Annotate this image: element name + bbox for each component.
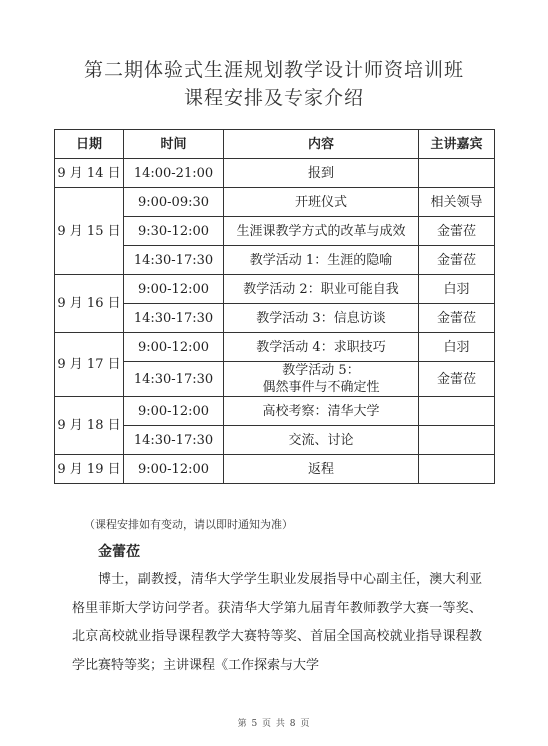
cell-speaker: 白羽: [419, 333, 495, 362]
cell-speaker: 金蕾莅: [419, 246, 495, 275]
cell-speaker: [419, 455, 495, 484]
cell-speaker: 相关领导: [419, 188, 495, 217]
table-row: [55, 333, 495, 362]
cell-speaker: 金蕾莅: [419, 217, 495, 246]
table-row: [55, 159, 495, 188]
cell-time: 9:00-12:00: [124, 455, 224, 484]
cell-time: 14:00-21:00: [124, 159, 224, 188]
cell-content: 教学活动 1：生涯的隐喻: [224, 246, 419, 275]
header-date: 日期: [55, 130, 124, 159]
cell-speaker: 金蕾莅: [419, 362, 495, 397]
cell-date: 9 月 19 日: [55, 455, 124, 484]
cell-speaker: 白羽: [419, 275, 495, 304]
table-row: [55, 397, 495, 426]
table-row: [55, 275, 495, 304]
page-title: 第二期体验式生涯规划教学设计师资培训班: [83, 59, 464, 81]
cell-content: [224, 362, 419, 397]
header-time: 时间: [124, 130, 224, 159]
cell-time: 14:30-17:30: [124, 426, 224, 455]
cell-time: 9:00-09:30: [124, 188, 224, 217]
expert-name: 金蕾莅: [98, 544, 140, 560]
cell-date: 9 月 18 日: [55, 397, 124, 455]
page-subtitle: 课程安排及专家介绍: [183, 87, 364, 109]
cell-content: 开班仪式: [224, 188, 419, 217]
cell-time: 14:30-17:30: [124, 246, 224, 275]
cell-date: 9 月 14 日: [55, 159, 124, 188]
cell-content: 返程: [224, 455, 419, 484]
cell-content-line: 偶然事件与不确定性: [262, 380, 380, 395]
cell-date: 9 月 16 日: [55, 275, 124, 333]
schedule-table: [54, 129, 495, 484]
cell-speaker: [419, 397, 495, 426]
cell-time: 9:00-12:00: [124, 275, 224, 304]
table-row: [55, 188, 495, 217]
cell-time: 9:30-12:00: [124, 217, 224, 246]
cell-content-line: 教学活动 5：: [282, 363, 360, 378]
cell-content: 教学活动 4：求职技巧: [224, 333, 419, 362]
table-row: [55, 455, 495, 484]
page-number: 第 5 页 共 8 页: [237, 719, 311, 729]
cell-content: 生涯课教学方式的改革与成效: [224, 217, 419, 246]
cell-time: 9:00-12:00: [124, 397, 224, 426]
cell-time: 14:30-17:30: [124, 362, 224, 397]
header-speaker: 主讲嘉宾: [419, 130, 495, 159]
cell-date: 9 月 17 日: [55, 333, 124, 397]
cell-speaker: [419, 159, 495, 188]
cell-content: 教学活动 3：信息访谈: [224, 304, 419, 333]
cell-content: 交流、讨论: [224, 426, 419, 455]
cell-time: 9:00-12:00: [124, 333, 224, 362]
table-header-row: [55, 130, 495, 159]
header-content: 内容: [224, 130, 419, 159]
schedule-note: （课程安排如有变动，请以即时通知为准）: [84, 518, 293, 531]
cell-speaker: 金蕾莅: [419, 304, 495, 333]
cell-content: 教学活动 2：职业可能自我: [224, 275, 419, 304]
cell-content: 报到: [224, 159, 419, 188]
cell-date: 9 月 15 日: [55, 188, 124, 275]
expert-bio: 博士，副教授，清华大学学生职业发展指导中心副主任，澳大利亚格里菲斯大学访问学者。获清华大学第九届青年教师教学大赛一等奖、北京高校就业指导课程教学大赛特等奖、首届全国高校就业指导课程教学比赛特等奖；主讲课程《工作探索与大学: [72, 572, 482, 673]
cell-content: 高校考察：清华大学: [224, 397, 419, 426]
cell-speaker: [419, 426, 495, 455]
cell-time: 14:30-17:30: [124, 304, 224, 333]
